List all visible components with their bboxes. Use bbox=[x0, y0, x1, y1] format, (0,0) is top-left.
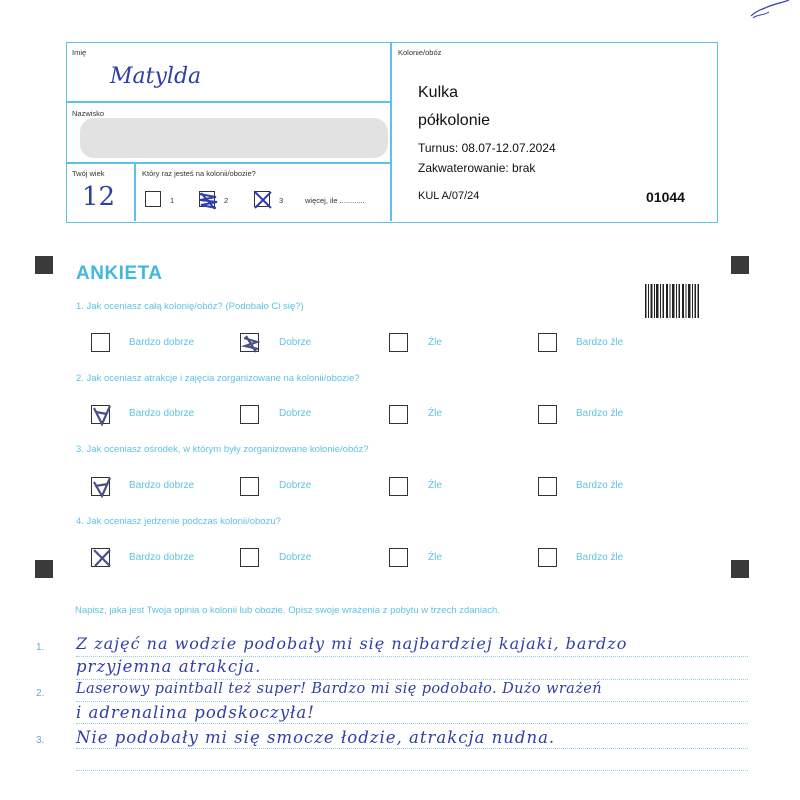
q4-checkbox-bardzo-zle[interactable] bbox=[538, 548, 557, 567]
q3-option-dobrze: Dobrze bbox=[279, 480, 312, 491]
answer-2-line-1: Laserowy paintball też super! Bardzo mi się podobało. Dużo wrażeń bbox=[76, 681, 602, 697]
q3-option-zle: Źle bbox=[428, 480, 442, 491]
q1-checkbox-dobrze[interactable] bbox=[240, 333, 259, 352]
form-number: 01044 bbox=[646, 189, 685, 205]
q3-option-bardzo-zle: Bardzo źle bbox=[576, 480, 624, 491]
line-number-3: 3. bbox=[36, 735, 45, 746]
q2-checkbox-dobrze[interactable] bbox=[240, 405, 259, 424]
q2-option-dobrze: Dobrze bbox=[279, 408, 312, 419]
age-label: Twój wiek bbox=[72, 169, 105, 178]
question-4: 4. Jak oceniasz jedzenie podczas kolonii/obozu? bbox=[76, 516, 281, 527]
q2-option-zle: Źle bbox=[428, 408, 442, 419]
q1-option-bardzo-zle: Bardzo źle bbox=[576, 337, 624, 348]
camp-name: Kulka bbox=[418, 84, 459, 101]
alignment-marker bbox=[35, 560, 53, 578]
line-number-2: 2. bbox=[36, 688, 45, 699]
barcode bbox=[645, 284, 699, 318]
q4-option-bardzo-zle: Bardzo źle bbox=[576, 552, 624, 563]
times-checkbox-2[interactable] bbox=[199, 191, 215, 207]
answer-line bbox=[76, 701, 748, 702]
alignment-marker bbox=[731, 560, 749, 578]
times-checkbox-3[interactable] bbox=[254, 191, 270, 207]
times-checkbox-1[interactable] bbox=[145, 191, 161, 207]
answer-3-line-1: Nie podobały mi się smocze łodzie, atrakcja nudna. bbox=[76, 728, 556, 747]
q4-checkbox-bardzo-dobrze[interactable] bbox=[91, 548, 110, 567]
camp-label: Kolonie/obóz bbox=[398, 48, 442, 57]
times-label: Który raz jesteś na kolonii/obozie? bbox=[142, 169, 256, 178]
name-label: Imię bbox=[72, 48, 87, 57]
answer-line bbox=[76, 723, 748, 724]
scribble-check-icon bbox=[90, 402, 114, 428]
x-check-icon bbox=[90, 545, 114, 571]
scribble-check-icon bbox=[90, 474, 114, 500]
q3-checkbox-bardzo-dobrze[interactable] bbox=[91, 477, 110, 496]
q4-checkbox-zle[interactable] bbox=[389, 548, 408, 567]
turnus: Turnus: 08.07-12.07.2024 bbox=[418, 141, 556, 155]
q3-checkbox-bardzo-zle[interactable] bbox=[538, 477, 557, 496]
camp-type: półkolonie bbox=[418, 112, 491, 129]
q2-checkbox-bardzo-dobrze[interactable] bbox=[91, 405, 110, 424]
q1-option-bardzo-dobrze: Bardzo dobrze bbox=[129, 337, 195, 348]
answer-1-line-2: przyjemna atrakcja. bbox=[76, 657, 262, 676]
q3-option-bardzo-dobrze: Bardzo dobrze bbox=[129, 480, 195, 491]
q1-checkbox-bardzo-zle[interactable] bbox=[538, 333, 557, 352]
q4-option-bardzo-dobrze: Bardzo dobrze bbox=[129, 552, 195, 563]
opinion-prompt: Napisz, jaka jest Twoja opinia o kolonii lub obozie. Opisz swoje wrażenia z pobytu w trzech zdaniach. bbox=[75, 605, 500, 616]
line-number-1: 1. bbox=[36, 642, 45, 653]
question-3: 3. Jak oceniasz ośrodek, w którym były zorganizowane kolonie/obóz? bbox=[76, 444, 369, 455]
q4-option-zle: Źle bbox=[428, 552, 442, 563]
accommodation: Zakwaterowanie: brak bbox=[418, 161, 536, 175]
redacted-surname bbox=[80, 118, 388, 158]
alignment-marker bbox=[35, 256, 53, 274]
answer-line bbox=[76, 748, 748, 749]
scribble-check-icon bbox=[196, 188, 220, 212]
q2-option-bardzo-zle: Bardzo źle bbox=[576, 408, 624, 419]
question-1: 1. Jak oceniasz całą kolonię/obóz? (Podobało Ci się?) bbox=[76, 301, 304, 312]
q3-checkbox-dobrze[interactable] bbox=[240, 477, 259, 496]
q3-checkbox-zle[interactable] bbox=[389, 477, 408, 496]
answer-line bbox=[76, 770, 748, 771]
q2-checkbox-bardzo-zle[interactable] bbox=[538, 405, 557, 424]
answer-2-line-2: i adrenalina podskoczyła! bbox=[76, 703, 315, 722]
name-value: Matylda bbox=[110, 64, 202, 89]
q1-option-zle: Źle bbox=[428, 337, 442, 348]
q4-checkbox-dobrze[interactable] bbox=[240, 548, 259, 567]
answer-line bbox=[76, 679, 748, 680]
question-2: 2. Jak oceniasz atrakcje i zajęcia zorganizowane na kolonii/obozie? bbox=[76, 373, 360, 384]
q2-checkbox-zle[interactable] bbox=[389, 405, 408, 424]
pen-mark bbox=[745, 0, 795, 20]
scribble-check-icon bbox=[239, 330, 263, 356]
survey-title: ANKIETA bbox=[76, 263, 163, 284]
q2-option-bardzo-dobrze: Bardzo dobrze bbox=[129, 408, 195, 419]
times-option-1: 1 bbox=[170, 196, 175, 205]
times-more-label: więcej, ile ............ bbox=[305, 196, 365, 205]
times-option-2: 2 bbox=[224, 196, 229, 205]
surname-label: Nazwisko bbox=[72, 109, 105, 118]
age-value: 12 bbox=[82, 182, 116, 212]
q1-checkbox-bardzo-dobrze[interactable] bbox=[91, 333, 110, 352]
alignment-marker bbox=[731, 256, 749, 274]
x-check-icon bbox=[251, 188, 275, 212]
q1-option-dobrze: Dobrze bbox=[279, 337, 312, 348]
times-option-3: 3 bbox=[279, 196, 284, 205]
q1-checkbox-zle[interactable] bbox=[389, 333, 408, 352]
camp-code: KUL A/07/24 bbox=[418, 190, 480, 202]
answer-1-line-1: Z zajęć na wodzie podobały mi się najbardziej kajaki, bardzo bbox=[76, 634, 628, 653]
q4-option-dobrze: Dobrze bbox=[279, 552, 312, 563]
